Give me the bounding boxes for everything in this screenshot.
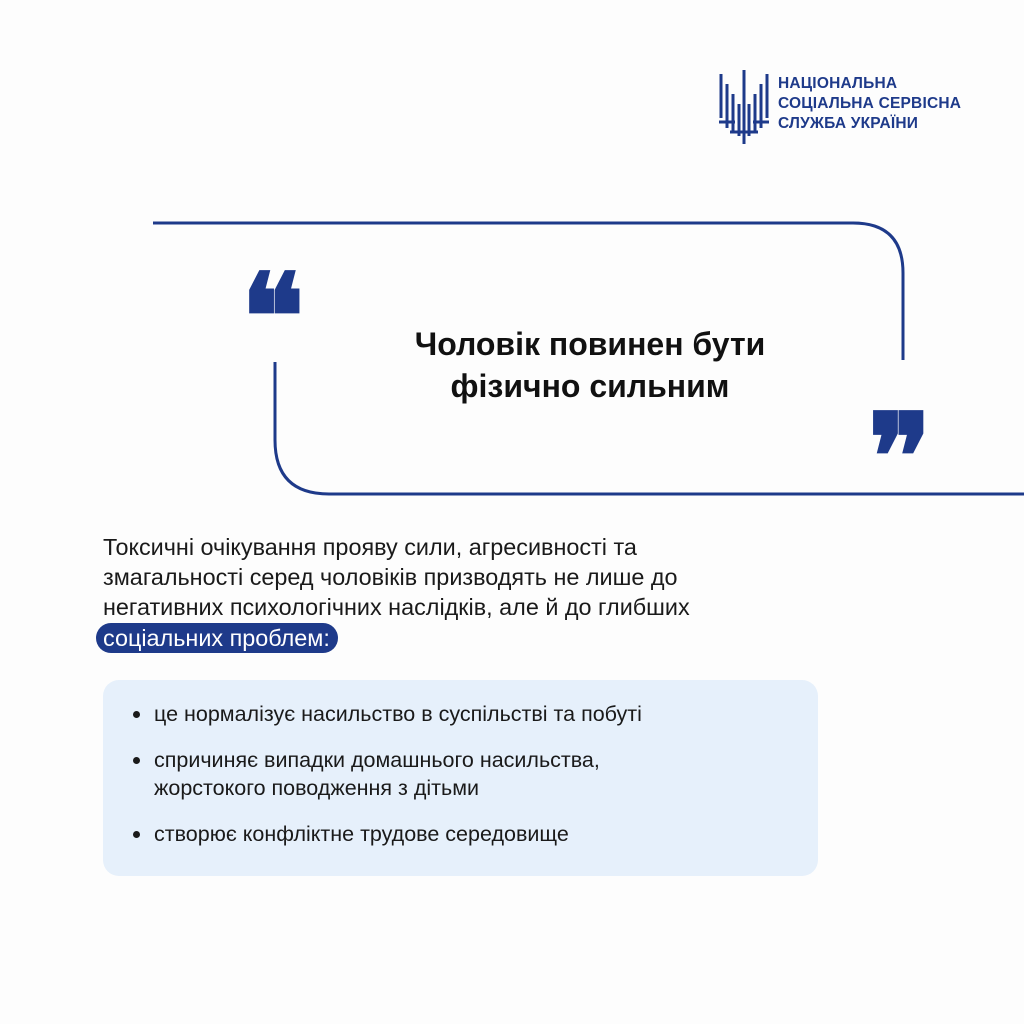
list-item	[133, 746, 803, 802]
list-item-text	[154, 746, 803, 802]
bullet-dot-icon	[133, 711, 140, 718]
consequences-box	[103, 680, 818, 876]
close-quote-icon: ❞	[868, 387, 932, 526]
intro-line: змагальності серед чоловіків призводять не лише до	[103, 564, 678, 590]
list-item-text	[154, 700, 803, 728]
list-item-line: це нормалізує насильство в суспільстві та побуті	[154, 702, 642, 726]
intro-line: негативних психологічних наслідків, але й до глибших	[103, 594, 690, 620]
bullet-dot-icon	[133, 831, 140, 838]
list-item-line: спричиняє випадки домашнього насильства,	[154, 748, 600, 772]
list-item-line: жорстокого поводження з дітьми	[154, 776, 480, 800]
list-item	[133, 820, 803, 848]
intro-line: Токсичні очікування прояву сили, агресивності та	[103, 534, 637, 560]
list-item	[133, 700, 803, 728]
headline-line: фізично сильним	[450, 368, 730, 404]
intro-paragraph	[103, 532, 903, 653]
organization-name-line: СОЦІАЛЬНА СЕРВІСНА	[778, 95, 962, 112]
intro-highlight: соціальних проблем:	[96, 623, 338, 653]
intro-highlight-line	[103, 622, 903, 653]
consequences-list	[133, 700, 803, 866]
organization-name-line: НАЦІОНАЛЬНА	[778, 75, 898, 92]
open-quote-icon: ❝	[241, 247, 305, 386]
headline-line: Чоловік повинен бути	[414, 326, 766, 362]
list-item-line: створює конфліктне трудове середовище	[154, 822, 569, 846]
list-item-text	[154, 820, 803, 848]
bullet-dot-icon	[133, 757, 140, 764]
quote-headline	[300, 323, 880, 407]
organization-name-line: СЛУЖБА УКРАЇНИ	[778, 115, 919, 132]
